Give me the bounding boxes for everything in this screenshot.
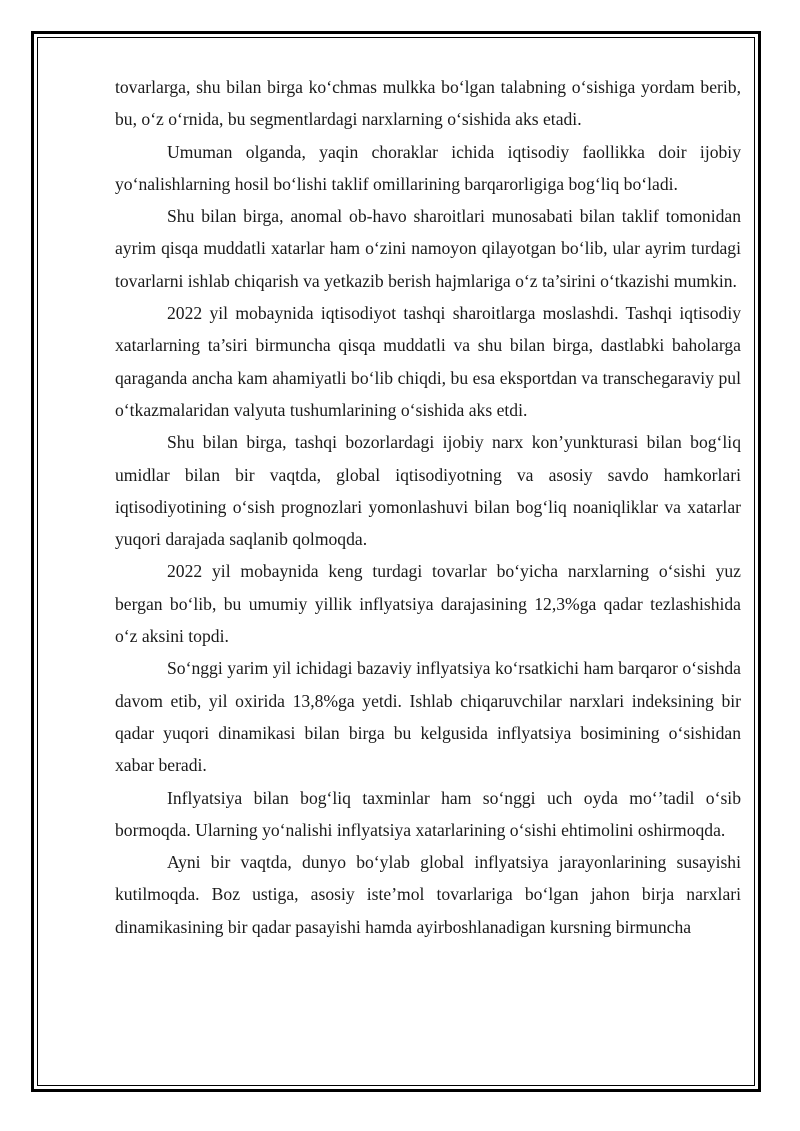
paragraph: 2022 yil mobaynida keng turdagi tovarlar bo‘yicha narxlarning o‘sishi yuz bergan bo‘lib, bu umumiy yillik inflyatsiya darajasining 12,3%ga qadar tezlashishida o‘z aksini topdi. xyxy=(115,561,741,647)
paragraph-truncated: Ayni bir vaqtda, dunyo bo‘ylab global inflyatsiya jarayonlarining susayishi kutilmoqda. Boz ustiga, asosiy iste’mol tovarlariga bo‘lgan jahon birja narxlari dinamikasining bir qadar pasayishi hamda ayirboshlanadigan kursning birmuncha xyxy=(115,852,741,937)
paragraph: 2022 yil mobaynida iqtisodiyot tashqi sharoitlarga moslashdi. Tashqi iqtisodiy xatarlarning ta’siri birmuncha qisqa muddatli va shu bilan birga, dastlabki baholarga qaraganda ancha kam ahamiyatli bo‘lib chiqdi, bu esa eksportdan va transchegaraviy pul o‘tkazmalaridan valyuta tushumlarining o‘sishida aks etdi. xyxy=(115,303,741,420)
paragraph: Shu bilan birga, tashqi bozorlardagi ijobiy narx kon’yunkturasi bilan bog‘liq umidlar bilan bir vaqtda, global iqtisodiyotning va asosiy savdo hamkorlari iqtisodiyotining o‘sish prognozlari yomonlashuvi bilan bog‘liq noaniqliklar va xatarlar yuqori darajada saqlanib qolmoqda. xyxy=(115,432,741,550)
document-body xyxy=(115,71,741,943)
paragraph: So‘nggi yarim yil ichidagi bazaviy inflyatsiya ko‘rsatkichi ham barqaror o‘sishda davom etib, yil oxirida 13,8%ga yetdi. Ishlab chiqaruvchilar narxlari indeksining bir qadar yuqori dinamikasi bilan birga bu kelgusida inflyatsiya bosimining o‘sishidan xabar beradi. xyxy=(115,658,741,776)
paragraph: Inflyatsiya bilan bog‘liq taxminlar ham so‘nggi uch oyda mo‘’tadil o‘sib bormoqda. Ularning yo‘nalishi inflyatsiya xatarlarining o‘sishi ehtimolini oshirmoqda. xyxy=(115,787,741,840)
paragraph-continuation: tovarlarga, shu bilan birga ko‘chmas mulkka bo‘lgan talabning o‘sishiga yordam berib, bu, o‘z o‘rnida, bu segmentlardagi narxlarning o‘sishida aks etadi. xyxy=(115,77,741,130)
paragraph: Umuman olganda, yaqin choraklar ichida iqtisodiy faollikka doir ijobiy yo‘nalishlarning hosil bo‘lishi taklif omillarining barqarorligiga bog‘liq bo‘ladi. xyxy=(115,141,741,194)
paragraph: Shu bilan birga, anomal ob-havo sharoitlari munosabati bilan taklif tomonidan ayrim qisqa muddatli xatarlar ham o‘zini namoyon qilayotgan bo‘lib, ular ayrim turdagi tovarlarni ishlab chiqarish va yetkazib berish hajmlariga o‘z ta’sirini o‘tkazishi mumkin. xyxy=(115,206,741,291)
